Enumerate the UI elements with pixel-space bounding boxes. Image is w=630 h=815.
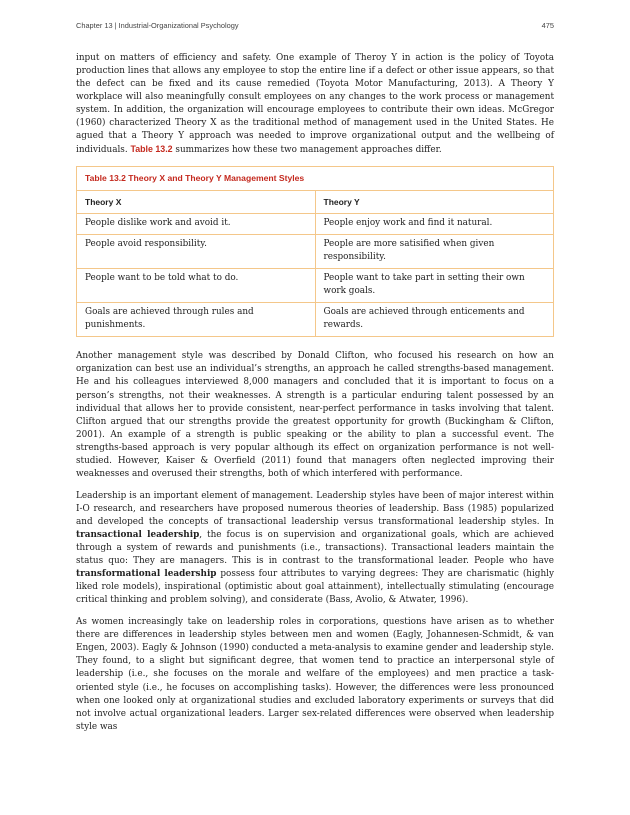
paragraph-gender-leadership: As women increasingly take on leadership roles in corporations, questions have arisen as to whether there are differences in leadership styles between men and women (Eagly, Johannesen-Schmidt, & van Engen, 2003). Eagly & Johnson (1990) conducted a meta-analysis to examine gender and leadership style. They found, to a slight but significant degree, that women tend to practice an interpersonal style of leadership (i.e., she focuses on the morale and welfare of the employees) and men practice a task-oriented style (i.e., he focuses on accomplishing tasks). However, the differences were less pronounced when one looked only at organizational studies and excluded laboratory experiments or surveys that did not involve actual organizational leaders. Larger sex-related differences were observed when leadership style was [76,617,554,732]
table-header-row [77,191,553,214]
paragraph-text: possess four attributes to varying degrees: They are charismatic (highly liked role models), inspirational (optimistic about goal attainment), intellectually stimulating (encourage critical thinking and problem solving), and considerate (Bass, Avolio, & Atwater, 1996). [76,569,554,606]
table [77,191,553,336]
table-cell: People are more satisified when given responsibility. [315,235,553,269]
table-cell: People enjoy work and find it natural. [315,214,553,235]
table-cell: People want to be told what to do. [77,269,315,303]
table-cell: People want to take part in setting their own work goals. [315,269,553,303]
management-styles-table [76,166,554,337]
table-row [77,303,553,337]
table-caption: Table 13.2 Theory X and Theory Y Management Styles [77,167,553,191]
paragraph-text-tail: summarizes how these two management approaches differ. [172,145,442,156]
key-term-transformational: transformational leadership [76,569,217,580]
table-row [77,214,553,235]
table-cell: Goals are achieved through enticements and rewards. [323,307,525,331]
chapter-title: Chapter 13 | Industrial-Organizational Psychology [76,21,239,30]
table-reference-link[interactable]: Table 13.2 [130,144,173,155]
table-row [77,235,553,269]
paragraph-leadership [76,490,554,607]
table-cell: People dislike work and avoid it. [77,214,315,235]
table-cell: People avoid responsibility. [77,235,315,269]
paragraph-strengths-based: Another management style was described by Donald Clifton, who focused his research on how an organization can best use an individual’s strengths, an approach he called strengths-based management. He and his colleagues interviewed 8,000 managers and concluded that it is important to focus on a person’s strengths, not their weaknesses. A strength is a particular enduring talent possessed by an individual that allows her to provide consistent, near-perfect performance in tasks involving that talent. Clifton argued that our strengths provide the greatest opportunity for growth (Buckingham & Clifton, 2001). An example of a strength is public speaking or the ability to plan a successful event. The strengths-based approach is very popular although its effect on organization performance is not well-studied. However, Kaiser & Overfield (2011) found that managers often neglected improving their weaknesses and overused their strengths, both of which interfered with performance. [76,351,554,479]
key-term-transactional: transactional leadership [76,529,200,540]
paragraph-theory-y [76,52,554,157]
column-header-theory-x: Theory X [77,191,315,214]
table-row [77,269,553,303]
running-header [76,21,554,30]
body-content [76,52,554,743]
paragraph-text: , the focus is on supervision and organizational goals, which are achieved through a system of rewards and punishments (i.e., transactions). Transactional leaders maintain the status quo: They are managers. This is in contrast to the transformational leader. People who have [76,529,554,567]
paragraph-text: input on matters of efficiency and safety. One example of Theroy Y in action is the policy of Toyota production lines that allows any employee to stop the entire line if a defect or other issue appears, so that the defect can be fixed and its cause remedied (Toyota Motor Manufacturing, 2013). A Theory Y workplace will also meaningfully consult employees on any changes to the work process or management system. In addition, the organization will encourage employees to contribute their own ideas. McGregor (1960) characterized Theory X as the traditional method of management used in the United States. He agued that a Theory Y approach was needed to improve organizational output and the wellbeing of individuals. [76,53,554,156]
paragraph-text: Leadership is an important element of management. Leadership styles have been of major interest within I-O research, and researchers have proposed numerous theories of leadership. Bass (1985) popularized and developed the concepts of transactional leadership versus transformational leadership styles. In [76,490,554,527]
column-header-theory-y: Theory Y [315,191,553,214]
table-cell: Goals are achieved through rules and punishments. [77,303,315,337]
page-number: 475 [541,21,554,30]
